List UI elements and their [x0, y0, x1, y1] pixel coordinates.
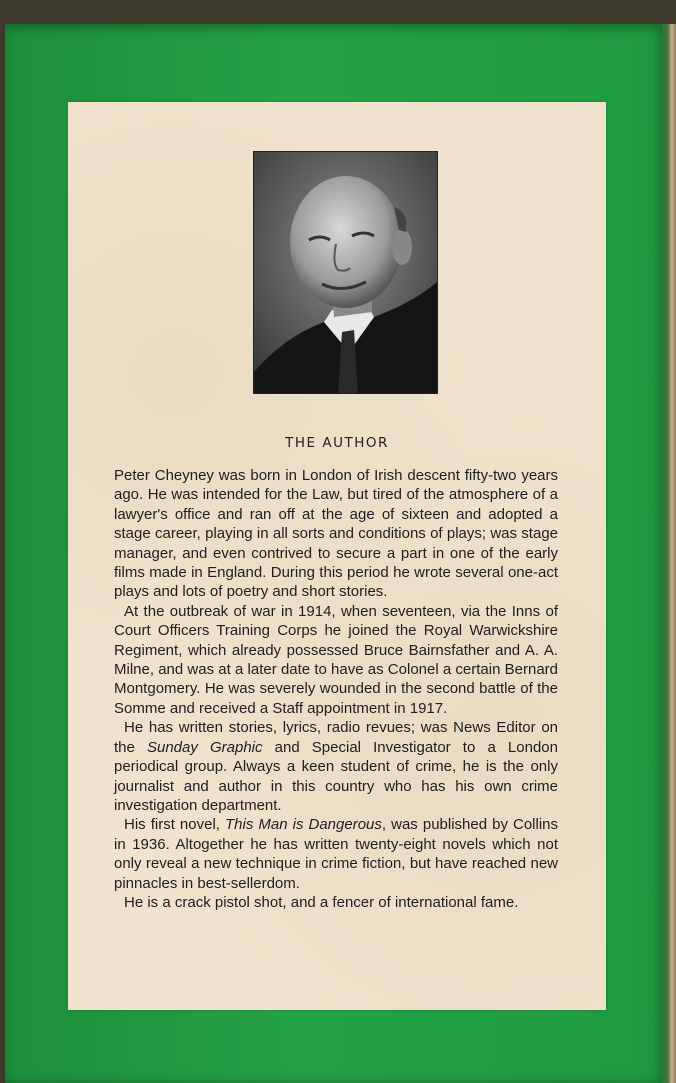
author-portrait [253, 151, 438, 394]
bio-paragraph: Peter Cheyney was born in London of Irish descent fifty-two years ago. He was intended for the Law, but tired of the atmosphere of a lawyer's office and ran off at the age of sixteen and adopted a stage career, playing in all sorts and conditions of plays; was stage manager, and even contrived to secure a part in one of the early films made in England. During this period he wrote several one-act plays and lots of poetry and short stories. [114, 467, 558, 601]
portrait-photo-icon [254, 152, 437, 393]
bio-paragraph: At the outbreak of war in 1914, when seventeen, via the Inns of Court Officers Training Corps he joined the Royal Warwickshire Regiment, which already possessed Bruce Bairnsfather and A. A. Milne, and was at a later date to have as Colonel a certain Bernard Montgomery. He was severely wounded in the second battle of the Somme and received a Staff appointment in 1917. [114, 602, 558, 717]
author-biography [114, 466, 558, 912]
book-spine-edge [662, 24, 676, 1083]
bio-paragraph [114, 815, 558, 893]
author-panel [68, 102, 606, 1010]
bio-text: His first novel, [124, 816, 226, 834]
bio-text: He has written stories, lyrics, radio revues; was News Editor on the [114, 719, 558, 756]
bio-text: and Special Investigator to a London periodical group. Always a keen student of crime, he is the only journalist and author in this country who has his own crime investigation department. [114, 738, 558, 814]
bio-paragraph [114, 718, 558, 815]
bio-text: , was published by Collins in 1936. Altogether he has written twenty-eight novels which not only reveal a new technique in crime fiction, but have reached new pinnacles in best-sellerdom. [114, 816, 559, 892]
novel-title: This Man is Dangerous [225, 816, 382, 834]
section-heading: THE AUTHOR [285, 435, 389, 451]
bio-paragraph: He is a crack pistol shot, and a fencer of international fame. [124, 893, 519, 911]
publication-title: Sunday Graphic [146, 738, 263, 756]
